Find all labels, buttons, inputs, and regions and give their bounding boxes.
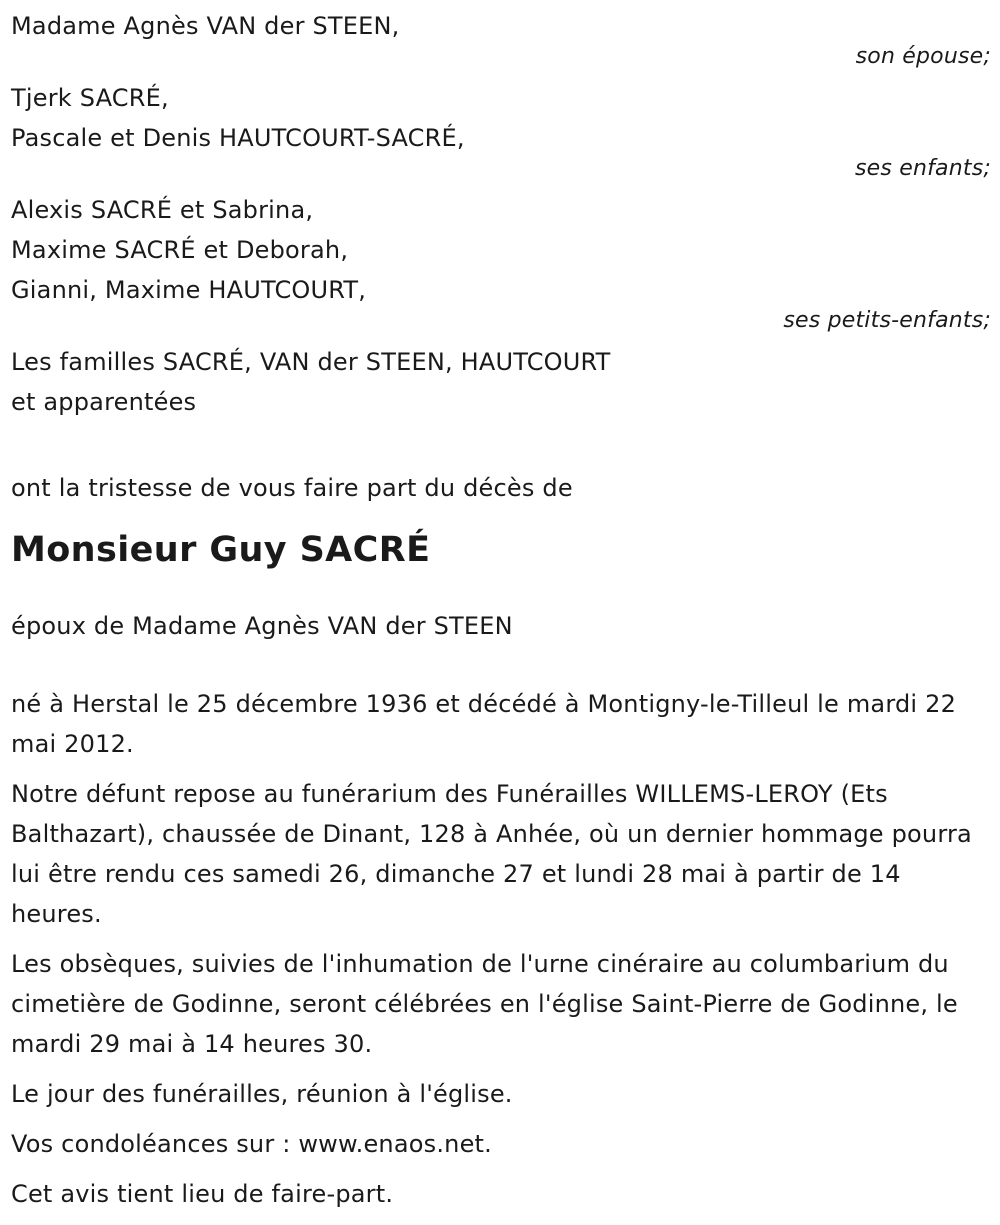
condolences-paragraph: Vos condoléances sur : www.enaos.net. bbox=[11, 1130, 492, 1158]
birth-death-paragraph: né à Herstal le 25 décembre 1936 et décédé à Montigny-le-Tilleul le mardi 22 mai 2012. bbox=[11, 690, 957, 758]
families-line: et apparentées bbox=[11, 388, 197, 416]
children-role: ses enfants; bbox=[854, 156, 991, 181]
announcement-intro: ont la tristesse de vous faire part du décès de bbox=[11, 474, 573, 502]
funerarium-paragraph: Notre défunt repose au funérarium des Funérailles WILLEMS-LEROY (Ets Balthazart), chaussée de Dinant, 128 à Anhée, où un dernier hommage pourra lui être rendu ces samedi 26, dimanche 27 et lundi 28 mai à partir de 14 heures. bbox=[11, 780, 972, 928]
child-name: Tjerk SACRÉ, bbox=[11, 84, 169, 112]
obituary-notice bbox=[11, 6, 991, 1224]
notice-paragraph: Cet avis tient lieu de faire-part. bbox=[11, 1180, 394, 1208]
families-line: Les familles SACRÉ, VAN der STEEN, HAUTCOURT bbox=[11, 348, 611, 376]
grandchild-name: Gianni, Maxime HAUTCOURT, bbox=[11, 276, 367, 304]
spouse-group bbox=[11, 6, 991, 70]
families-group bbox=[11, 342, 991, 422]
spouse-name: Madame Agnès VAN der STEEN, bbox=[11, 12, 400, 40]
spouse-of: époux de Madame Agnès VAN der STEEN bbox=[11, 612, 513, 640]
children-group bbox=[11, 78, 991, 182]
spouse-role: son épouse; bbox=[855, 44, 991, 69]
funeral-paragraph: Les obsèques, suivies de l'inhumation de l'urne cinéraire au columbarium du cimetière de Godinne, seront célébrées en l'église Saint-Pierre de Godinne, le mardi 29 mai à 14 heures 30. bbox=[11, 950, 958, 1058]
grandchild-name: Alexis SACRÉ et Sabrina, bbox=[11, 196, 314, 224]
grandchild-name: Maxime SACRÉ et Deborah, bbox=[11, 236, 349, 264]
child-name: Pascale et Denis HAUTCOURT-SACRÉ, bbox=[11, 124, 465, 152]
grandchildren-role: ses petits-enfants; bbox=[783, 308, 991, 333]
meeting-paragraph: Le jour des funérailles, réunion à l'église. bbox=[11, 1080, 513, 1108]
grandchildren-group bbox=[11, 190, 991, 334]
deceased-name: Monsieur Guy SACRÉ bbox=[11, 530, 431, 570]
